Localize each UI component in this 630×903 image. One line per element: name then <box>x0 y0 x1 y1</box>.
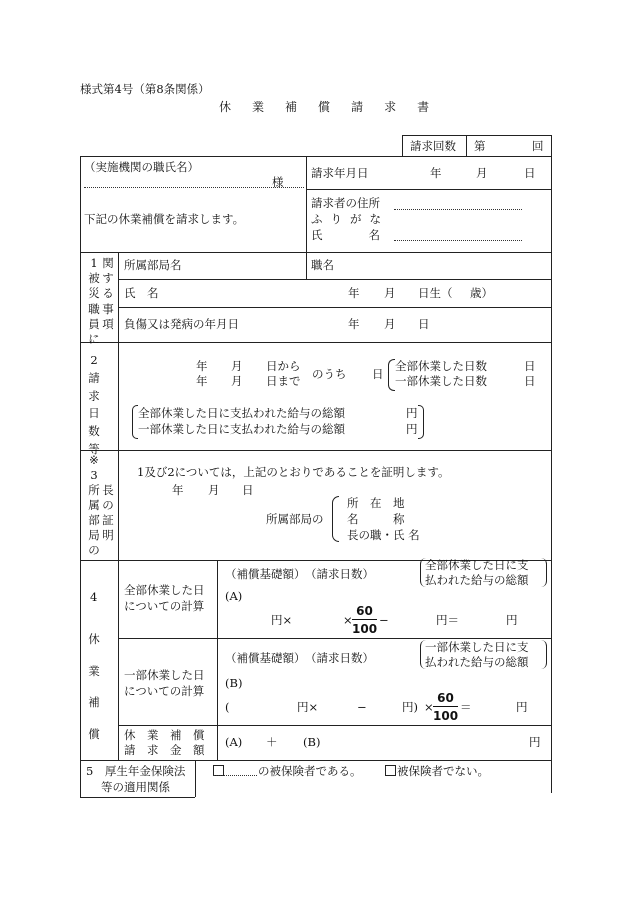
period-from-year: 年 <box>196 359 208 373</box>
full-minus: − <box>379 613 389 627</box>
claimant-name-label: 氏名 <box>311 228 426 242</box>
section3-heading-b: 長 の 証 明 <box>102 482 114 542</box>
of-which-label: のうち <box>312 367 347 381</box>
claimant-address-field[interactable] <box>394 209 522 210</box>
institution-name-field[interactable] <box>84 187 304 188</box>
claim-count-suffix: 回 <box>532 139 544 153</box>
claim-date-month: 月 <box>476 166 488 180</box>
partial-days-unit: 日 <box>524 374 536 388</box>
full-days-calc-label: （請求日数） <box>305 567 374 581</box>
pay-brace-right <box>418 405 424 439</box>
birth-day-label: 日生（ <box>418 286 453 300</box>
partial-fraction: 60 100 <box>433 691 459 723</box>
partial-open-paren: ( <box>225 700 230 714</box>
partial-equals: ＝ <box>460 700 472 714</box>
partial-calc-label-2: についての計算 <box>124 684 205 698</box>
total-plus: ＋ <box>266 735 278 749</box>
certifier-address-label: 所 在 地 <box>347 496 405 510</box>
claim-date-label: 請求年月日 <box>311 166 369 180</box>
claim-count-input[interactable] <box>490 137 530 154</box>
partial-yen-times: 円× <box>297 700 319 714</box>
full-pay-label: 全部休業した日に支払われた給与の総額 <box>138 406 345 420</box>
claimant-furigana-label: ふりがな <box>311 212 389 226</box>
not-insured-checkbox[interactable] <box>385 765 396 776</box>
partial-base-label: （補償基礎額） <box>225 651 306 665</box>
insured-text: の被保険者である。 <box>258 764 362 778</box>
institution-honorific: 様 <box>272 175 284 189</box>
partial-days-label: 一部休業した日数 <box>395 374 487 388</box>
full-times: × <box>343 613 353 627</box>
full-base-label: （補償基礎額） <box>225 567 306 581</box>
full-fraction: 60 100 <box>352 604 378 636</box>
position-label: 職名 <box>311 258 334 272</box>
partial-pay-box-line1: 一部休業した日に支 <box>425 640 529 654</box>
total-mark-b: (B) <box>303 735 321 749</box>
certify-day: 日 <box>242 483 254 497</box>
partial-calc-label-1: 一部休業した日 <box>124 668 205 682</box>
partial-yen-paren: 円) <box>402 700 418 714</box>
period-from-day: 日から <box>266 359 301 373</box>
insurance-law-field[interactable] <box>213 775 257 776</box>
partial-pay-unit: 円 <box>406 422 418 436</box>
section1-heading-b: 関 す る 事 項 <box>102 256 114 331</box>
claim-date-day: 日 <box>524 166 536 180</box>
certify-text: 1及び2については，上記のとおりであることを証明します。 <box>137 465 450 479</box>
section3-heading-a: ※ 3 所 属 部 局 の <box>88 453 100 557</box>
full-days-label: 全部休業した日数 <box>395 359 487 373</box>
not-insured-text: 被保険者でない。 <box>397 764 489 778</box>
claim-date-year: 年 <box>430 166 442 180</box>
certifier-head-label: 長の職・氏 名 <box>347 528 420 542</box>
certify-month: 月 <box>208 483 220 497</box>
certifier-dept-label: 所属部局の <box>266 512 324 526</box>
injury-date-label: 負傷又は発病の年月日 <box>124 317 239 331</box>
claim-count-prefix: 第 <box>474 139 486 153</box>
injury-month: 月 <box>384 317 396 331</box>
certifier-name-label: 名 称 <box>347 512 405 526</box>
partial-pay-box-line2: 払われた給与の総額 <box>425 655 529 669</box>
full-calc-label-2: についての計算 <box>124 599 205 613</box>
period-to-day: 日まで <box>266 374 301 388</box>
request-text: 下記の休業補償を請求します。 <box>84 212 245 226</box>
partial-times: × <box>424 700 434 714</box>
partial-mark-b: (B) <box>225 676 243 690</box>
birth-year: 年 <box>348 286 360 300</box>
form-id: 様式第4号（第8条関係） <box>80 82 210 96</box>
total-mark-a: (A) <box>225 735 243 749</box>
dept-name-label: 所属部局名 <box>124 258 182 272</box>
claimant-name-field[interactable] <box>394 240 522 241</box>
days-brace <box>388 359 395 391</box>
total-unit: 円 <box>529 735 541 749</box>
period-from-month: 月 <box>231 359 243 373</box>
full-pay-box-line1: 全部休業した日に支 <box>425 558 529 572</box>
partial-minus: − <box>357 700 367 714</box>
full-pay-unit: 円 <box>406 406 418 420</box>
pension-label-1: 5 厚生年金保険法 <box>86 764 186 778</box>
certify-year: 年 <box>172 483 184 497</box>
period-days-unit: 日 <box>372 367 384 381</box>
total-label-2: 請 求 金 額 <box>124 743 205 757</box>
total-label-1: 休 業 補 償 <box>124 728 205 742</box>
full-yen-times: 円× <box>271 613 293 627</box>
claimant-address-label: 請求者の住所 <box>311 196 380 210</box>
victim-name-label: 氏 名 <box>124 286 159 300</box>
partial-result-unit: 円 <box>516 700 528 714</box>
institution-label: （実施機関の職氏名） <box>84 160 199 174</box>
section4-heading-number: 4 <box>90 590 98 604</box>
section1-heading-a: 1 被 災 職 員 に <box>88 256 100 346</box>
claim-count-label: 請求回数 <box>410 139 456 153</box>
partial-days-calc-label: （請求日数） <box>305 651 374 665</box>
full-days-unit: 日 <box>524 359 536 373</box>
full-yen-equals: 円＝ <box>436 613 459 627</box>
certifier-brace <box>332 496 339 542</box>
injury-day: 日 <box>418 317 430 331</box>
full-result-unit: 円 <box>506 613 518 627</box>
full-calc-label-1: 全部休業した日 <box>124 583 205 597</box>
injury-year: 年 <box>348 317 360 331</box>
period-to-year: 年 <box>196 374 208 388</box>
section4-heading: 休 業 補 償 <box>88 632 100 741</box>
age-label: 歳） <box>470 286 493 300</box>
form-title: 休 業 補 償 請 求 書 <box>219 100 430 114</box>
period-to-month: 月 <box>231 374 243 388</box>
full-pay-box-line2: 払われた給与の総額 <box>425 573 529 587</box>
birth-month: 月 <box>384 286 396 300</box>
section2-heading: 2 請 求 日 数 等 <box>88 353 100 457</box>
full-mark-a: (A) <box>225 589 243 603</box>
partial-pay-label: 一部休業した日に支払われた給与の総額 <box>138 422 345 436</box>
pension-label-2: 等の適用関係 <box>101 780 170 794</box>
